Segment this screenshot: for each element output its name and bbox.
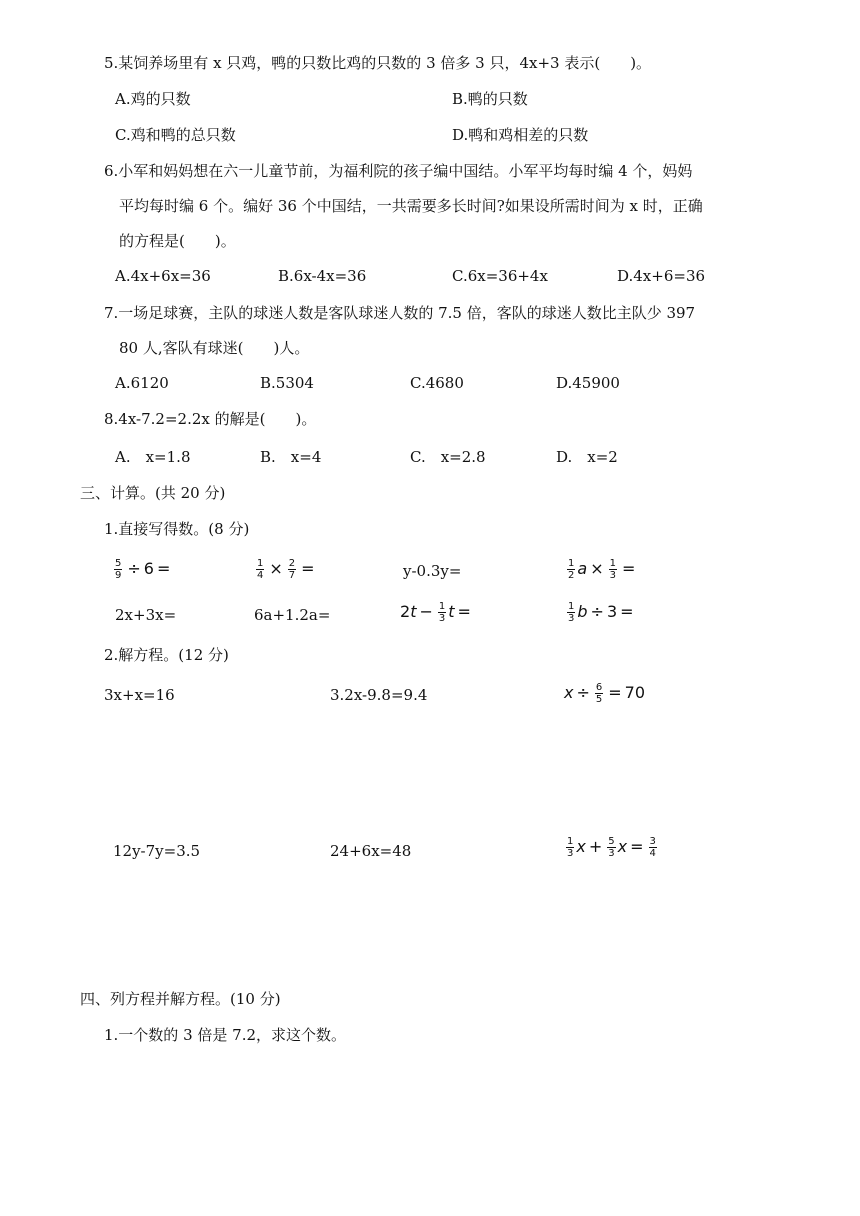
- fraction-1-3: $\frac{1}{3}$: [567, 836, 574, 859]
- fraction-1-2: $\frac{1}{2}$: [568, 558, 575, 581]
- calc-2t-minus-third-t: 2t − $\frac{1}{3}$ t =: [400, 601, 471, 624]
- fraction-3-4: $\frac{3}{4}$: [649, 836, 656, 859]
- q8-option-d: D. x=2: [556, 448, 618, 466]
- equation-3-2x-minus-9-8: 3.2x-9.8=9.4: [330, 686, 428, 704]
- fraction-1-3: $\frac{1}{3}$: [568, 601, 575, 624]
- calc-half-a-times-third: $\frac{1}{2}$ a × $\frac{1}{3}$ =: [568, 558, 636, 581]
- fraction-1-3: $\frac{1}{3}$: [438, 601, 446, 624]
- q7-stem-line1: 7.一场足球赛，主队的球迷人数是客队球迷人数的 7.5 倍，客队的球迷人数比主队少 397: [104, 304, 696, 322]
- q7-option-c: C.4680: [410, 374, 464, 392]
- q6-stem-line3: 的方程是( )。: [119, 232, 236, 250]
- q7-option-a: A.6120: [115, 374, 169, 392]
- calc-third-b-div-3: $\frac{1}{3}$ b ÷ 3 =: [568, 601, 634, 624]
- q6-option-c: C.6x=36+4x: [452, 267, 548, 285]
- calc-2x-plus-3x: 2x+3x=: [115, 606, 177, 624]
- q6-stem-line2: 平均每时编 6 个。编好 36 个中国结，一共需要多长时间?如果设所需时间为 x 时，正确: [119, 197, 703, 215]
- q6-option-a: A.4x+6x=36: [115, 267, 211, 285]
- q5-option-b: B.鸭的只数: [452, 90, 528, 108]
- q8-option-c: C. x=2.8: [410, 448, 486, 466]
- equation-third-x-plus-5-3x: $\frac{1}{3}$ x + $\frac{5}{3}$ x = $\frac{3}{4}$: [567, 836, 656, 859]
- calc-5-9-div-6: $\frac{5}{9}$ ÷ 6 =: [115, 558, 171, 581]
- q7-option-b: B.5304: [260, 374, 314, 392]
- calc-y-minus-0-3y: y-0.3y=: [403, 562, 462, 580]
- fraction-5-3: $\frac{5}{3}$: [608, 836, 615, 859]
- fraction-1-4: $\frac{1}{4}$: [257, 558, 264, 581]
- equation-x-div-6-5: x ÷ $\frac{6}{5}$ = 70: [564, 682, 646, 705]
- section3-title: 三、计算。(共 20 分): [80, 484, 226, 502]
- calc-1-4-times-2-7: $\frac{1}{4}$ × $\frac{2}{7}$ =: [257, 558, 315, 581]
- q5-option-d: D.鸭和鸡相差的只数: [452, 126, 589, 144]
- section4-title: 四、列方程并解方程。(10 分): [80, 990, 281, 1008]
- q6-stem-line1: 6.小军和妈妈想在六一儿童节前，为福利院的孩子编中国结。小军平均每时编 4 个，妈妈: [104, 162, 693, 180]
- q5-stem: 5.某饲养场里有 x 只鸡，鸭的只数比鸡的只数的 3 倍多 3 只，4x+3 表示( )。: [104, 54, 652, 72]
- q7-stem-line2: 80 人,客队有球迷( )人。: [119, 339, 310, 357]
- q7-option-d: D.45900: [556, 374, 620, 392]
- q5-option-a: A.鸡的只数: [115, 90, 191, 108]
- q8-option-a: A. x=1.8: [115, 448, 191, 466]
- calc-6a-plus-1-2a: 6a+1.2a=: [254, 606, 331, 624]
- equation-3x-plus-x: 3x+x=16: [104, 686, 175, 704]
- equation-24-plus-6x: 24+6x=48: [330, 842, 412, 860]
- section3-part2-title: 2.解方程。(12 分): [104, 646, 229, 664]
- q6-option-d: D.4x+6=36: [617, 267, 706, 285]
- section4-q1: 1.一个数的 3 倍是 7.2，求这个数。: [104, 1026, 347, 1044]
- section3-part1-title: 1.直接写得数。(8 分): [104, 520, 250, 538]
- fraction-2-7: $\frac{2}{7}$: [288, 558, 296, 581]
- q6-option-b: B.6x-4x=36: [278, 267, 367, 285]
- fraction-1-3: $\frac{1}{3}$: [609, 558, 616, 581]
- q5-option-c: C.鸡和鸭的总只数: [115, 126, 236, 144]
- q8-option-b: B. x=4: [260, 448, 322, 466]
- fraction-6-5: $\frac{6}{5}$: [595, 682, 603, 705]
- equation-12y-minus-7y: 12y-7y=3.5: [113, 842, 201, 860]
- fraction-5-9: $\frac{5}{9}$: [115, 558, 122, 581]
- q8-stem: 8.4x-7.2=2.2x 的解是( )。: [104, 410, 317, 428]
